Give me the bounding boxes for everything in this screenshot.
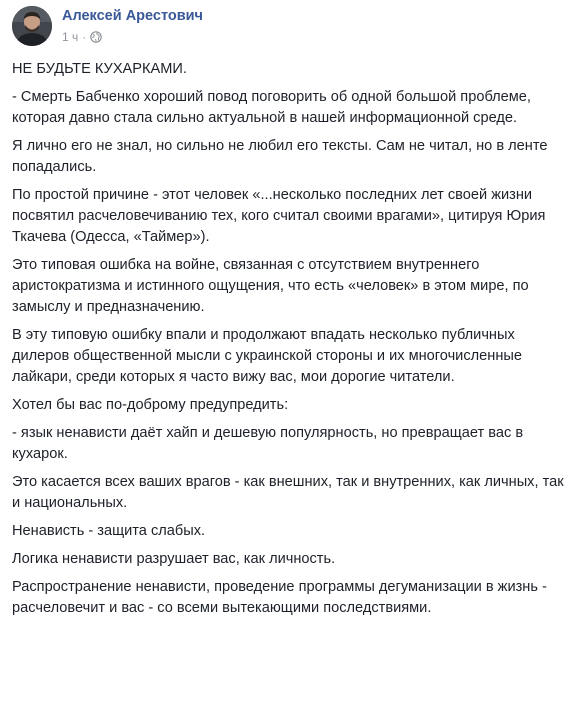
- post-paragraph: Это типовая ошибка на войне, связанная с отсутствием внутреннего аристократизма и истинного ощущения, что есть «человек» в этом мире, по замыслу и предназначению.: [12, 257, 529, 315]
- meta-separator: ·: [82, 30, 87, 44]
- post-meta: [62, 30, 102, 44]
- post-header: [0, 0, 583, 62]
- post-paragraph: Логика ненависти разрушает вас, как личность.: [12, 551, 336, 567]
- post-paragraph: - язык ненависти даёт хайп и дешевую популярность, но превращает вас в кухарок.: [12, 425, 524, 462]
- post-paragraph: НЕ БУДЬТЕ КУХАРКАМИ.: [12, 61, 187, 77]
- post-paragraph: По простой причине - этот человек «...несколько последних лет своей жизни посвятил расчеловечиванию тех, кого считал своими врагами», цитируя Юрия Ткачева (Одесса, «Таймер»).: [12, 187, 546, 245]
- post-paragraph: Распространение ненависти, проведение программы дегуманизации в жизнь - расчеловечит и вас - со всеми вытекающими последствиями.: [12, 579, 547, 616]
- globe-icon[interactable]: [90, 31, 102, 43]
- post-body: [0, 59, 583, 626]
- post-paragraph: Я лично его не знал, но сильно не любил его тексты. Сам не читал, но в ленте попадались.: [12, 138, 548, 175]
- post-paragraph: Это касается всех ваших врагов - как внешних, так и внутренних, как личных, так и национальных.: [12, 474, 564, 511]
- post-paragraph: Ненависть - защита слабых.: [12, 523, 206, 539]
- avatar-photo: [12, 6, 52, 46]
- post-timestamp[interactable]: 1 ч: [62, 30, 79, 44]
- post-paragraph: - Смерть Бабченко хороший повод поговорить об одной большой проблеме, которая давно стала сильно актуальной в нашей информационной среде.: [12, 89, 531, 126]
- author-name-link[interactable]: Алексей Арестович: [62, 8, 203, 24]
- post-paragraph: В эту типовую ошибку впали и продолжают впадать несколько публичных дилеров общественной мысли с украинской стороны и их многочисленные лайкари, среди которых я часто вижу вас, мои дорогие читатели.: [12, 327, 522, 385]
- post-paragraph: Хотел бы вас по-доброму предупредить:: [12, 397, 289, 413]
- author-avatar[interactable]: [12, 6, 52, 46]
